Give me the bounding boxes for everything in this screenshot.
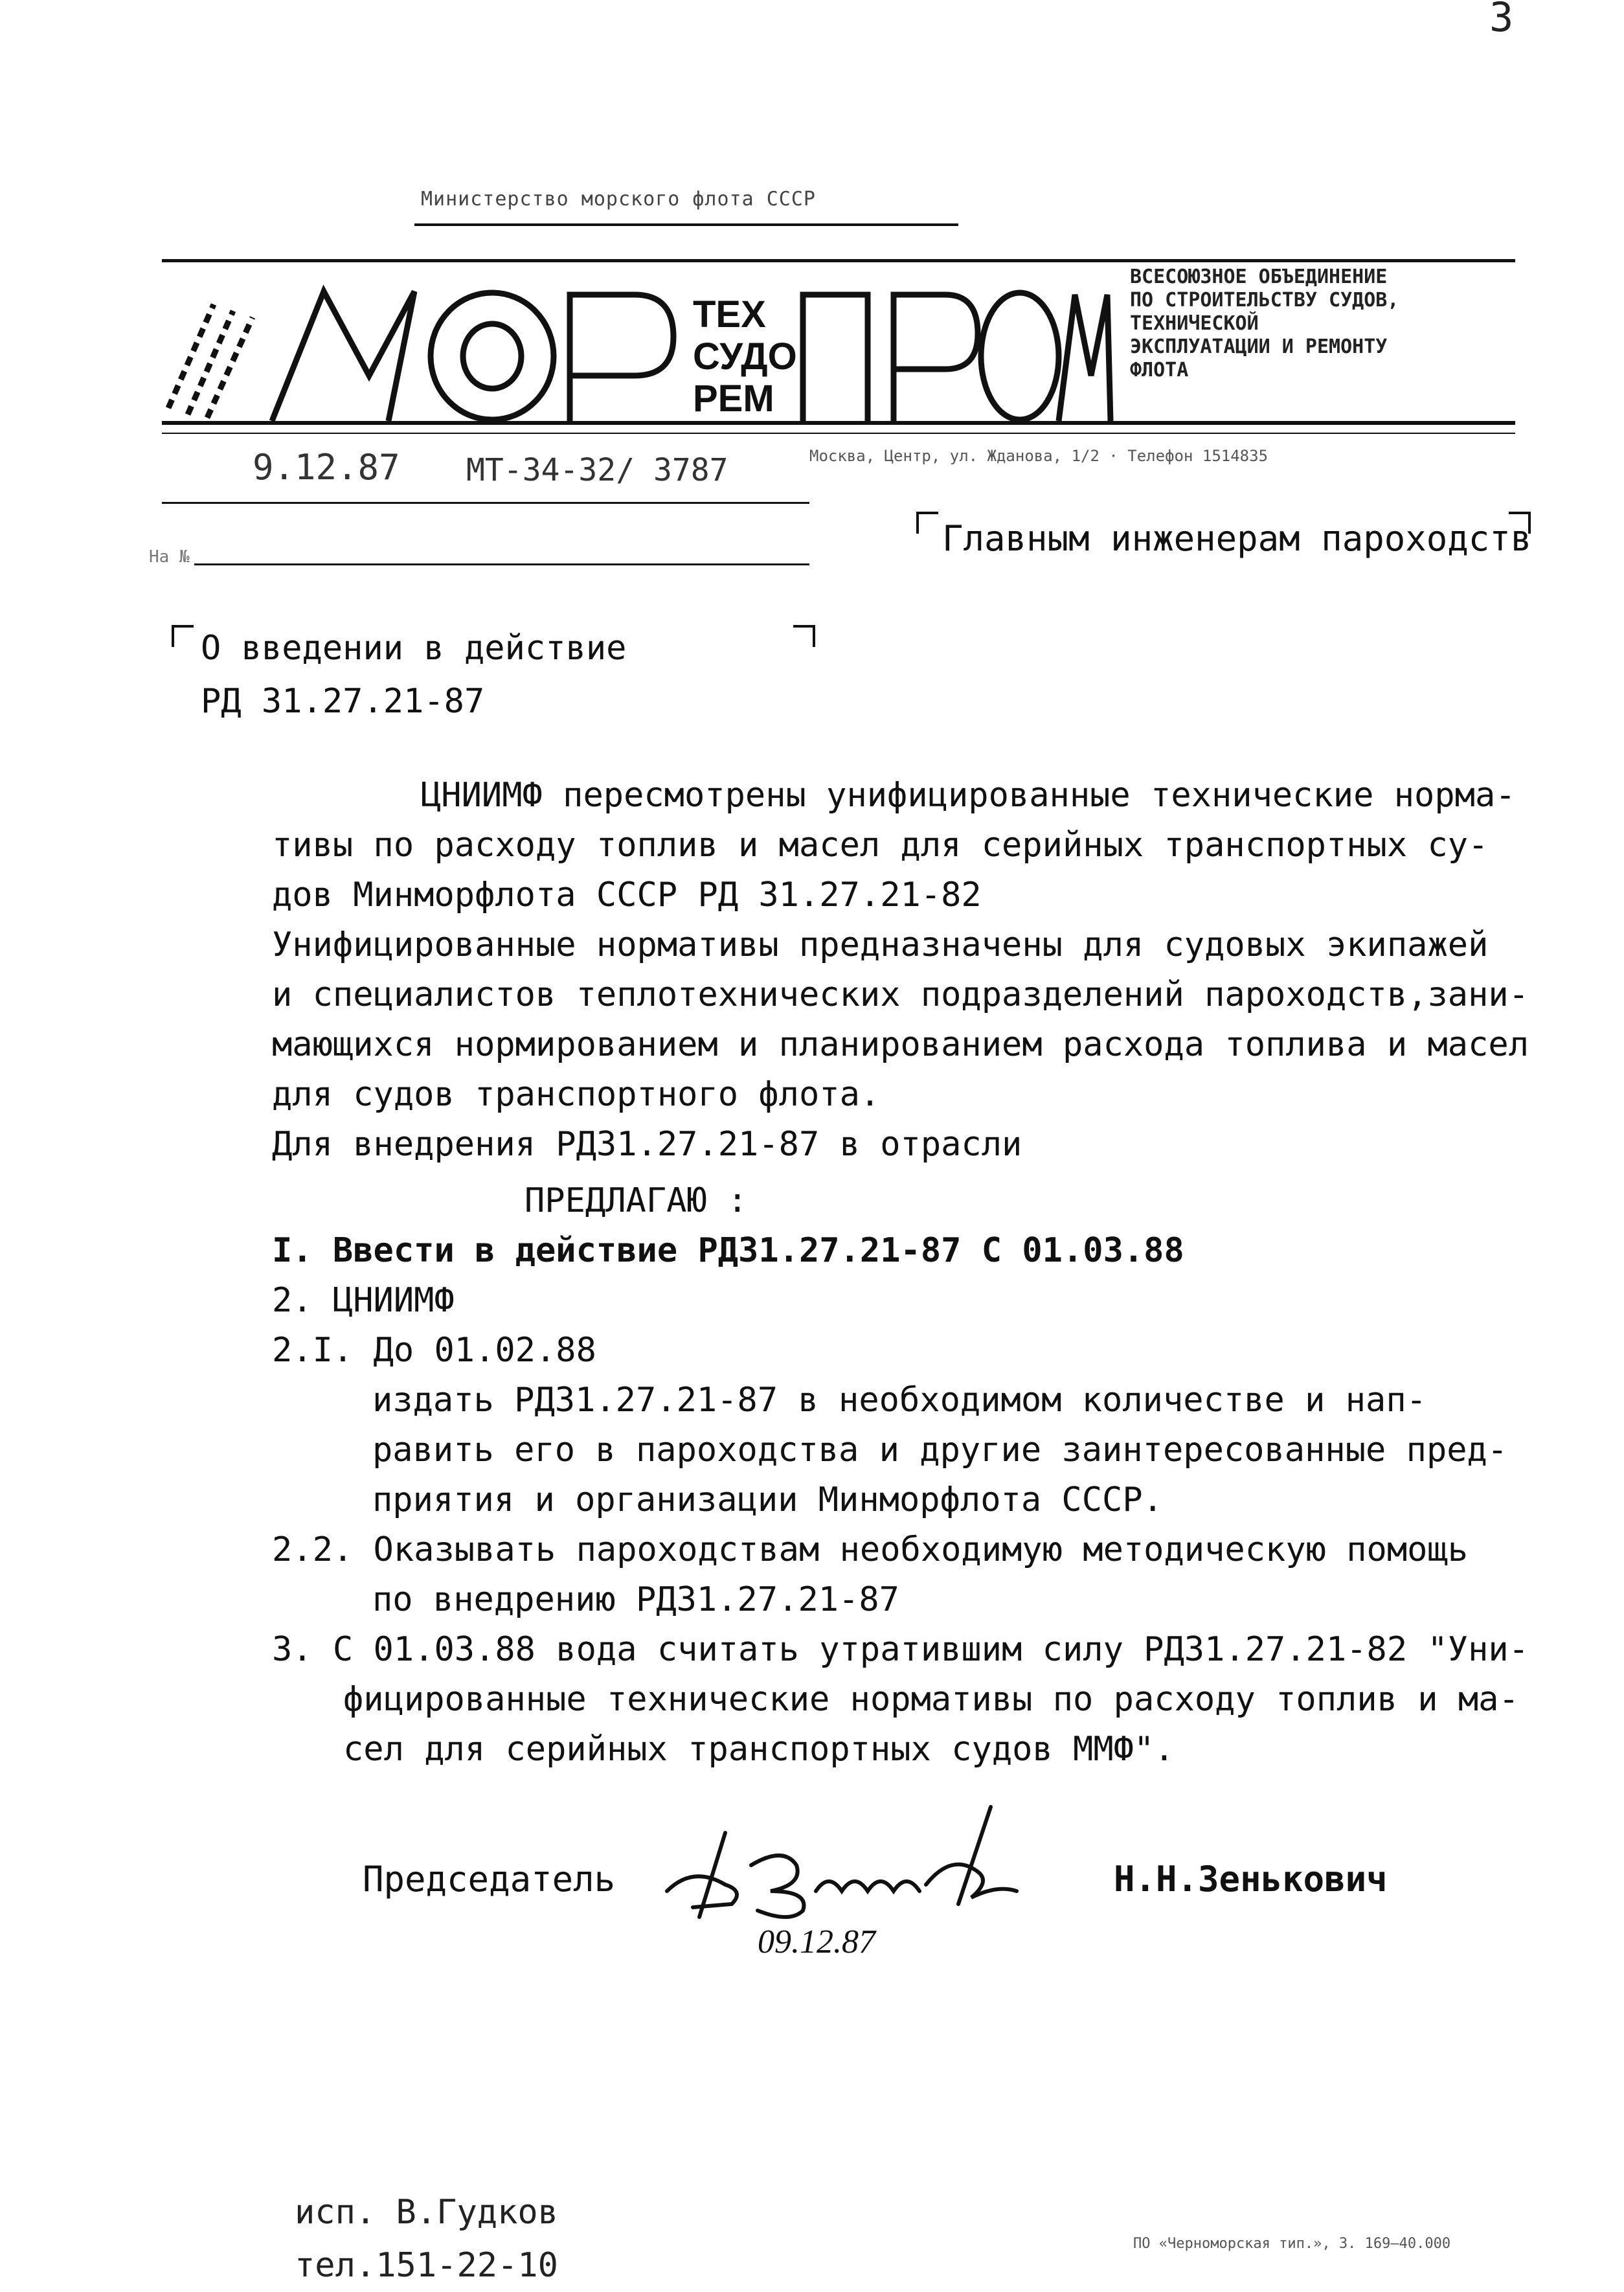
header-rule-lower: [162, 421, 1515, 425]
addressee: Главным инженерам пароходств: [942, 518, 1532, 559]
body-line: дов Минморфлота СССР РД 31.27.21-82: [272, 876, 982, 914]
ministry-name: Министерство морского флота СССР: [421, 188, 816, 210]
address-line: Москва, Центр, ул. Жданова, 1/2 · Телефон 1514835: [809, 447, 1269, 465]
header-rule-thin: [162, 433, 1515, 434]
corner-mark: [793, 625, 815, 647]
registration-underline: [162, 502, 809, 504]
executor-info: [295, 2186, 558, 2292]
registration-number: МТ-34-32/ 3787: [466, 452, 728, 488]
item-3-line: сел для серийных транспортных судов ММФ".: [343, 1730, 1175, 1769]
subject: [201, 622, 626, 728]
registration-date: 9.12.87: [253, 447, 400, 488]
org-line: ПО СТРОИТЕЛЬСТВУ СУДОВ,: [1130, 289, 1399, 312]
print-info: ПО «Черноморская тип.», З. 169—40.000: [1133, 2236, 1451, 2252]
signature-date: 09.12.87: [758, 1923, 875, 1960]
executor-name: исп. В.Гудков: [295, 2193, 558, 2232]
header-top-rule: [414, 223, 958, 226]
handwritten-signature: [654, 1794, 1055, 1962]
signatory-title: Председатель: [363, 1859, 616, 1900]
body-line: тивы по расходу топлив и масел для серийных транспортных су-: [272, 826, 1489, 865]
item-2-1-line: издать РД31.27.21-87 в необходимом количестве и нап-: [372, 1381, 1427, 1420]
svg-text:РЕМ: РЕМ: [693, 378, 774, 420]
body-line: и специалистов теплотехнических подразделений пароходств,зани-: [272, 975, 1529, 1014]
item-3-line: фицированные технические нормативы по расходу топлив и ма-: [343, 1680, 1519, 1719]
org-line: ФЛОТА: [1130, 359, 1189, 381]
reference-underline: [194, 563, 809, 565]
signatory-name: Н.Н.Зенькович: [1114, 1859, 1388, 1900]
body-line: мающихся нормированием и планированием расхода топлива и масел: [272, 1025, 1529, 1064]
letter-body: [272, 771, 1573, 1775]
org-line: ВСЕСОЮЗНОЕ ОБЪЕДИНЕНИЕ: [1130, 266, 1388, 288]
item-2: 2. ЦНИИМФ: [272, 1281, 455, 1320]
mortehsudoremprom-logo: [155, 278, 1114, 434]
page-number: 3: [1489, 0, 1514, 41]
corner-mark: [172, 625, 194, 647]
subject-line: О введении в действие: [201, 629, 627, 668]
org-line: ТЕХНИЧЕСКОЙ: [1130, 312, 1259, 335]
propose-heading: ПРЕДЛАГАЮ :: [524, 1181, 748, 1220]
item-2-2-heading: 2.2. Оказывать пароходствам необходимую методическую помощь: [272, 1530, 1469, 1569]
org-line: ЭКСПЛУАТАЦИИ И РЕМОНТУ: [1130, 335, 1388, 358]
body-line: для судов транспортного флота.: [272, 1075, 881, 1114]
body-line: ЦНИИМФ пересмотрены унифицированные технические норма-: [421, 776, 1516, 815]
svg-text:ТЕХ: ТЕХ: [693, 293, 766, 335]
reference-label: На №: [149, 547, 190, 567]
header-rule-upper: [162, 259, 1515, 262]
svg-text:СУДО: СУДО: [693, 335, 797, 378]
item-2-1-heading: 2.I. До 01.02.88: [272, 1331, 596, 1370]
organization-name: [1130, 266, 1399, 382]
item-3-line: 3. С 01.03.88 вода считать утратившим силу РД31.27.21-82 "Уни-: [272, 1630, 1529, 1669]
subject-line: РД 31.27.21-87: [201, 682, 485, 721]
corner-mark: [916, 512, 938, 534]
item-1: I. Ввести в действие РД31.27.21-87 С 01.03.88: [272, 1231, 1184, 1270]
body-line: Унифицированные нормативы предназначены для судовых экипажей: [272, 925, 1489, 964]
item-2-2-line: по внедрению РД31.27.21-87: [372, 1580, 899, 1619]
body-line: Для внедрения РД31.27.21-87 в отрасли: [272, 1125, 1022, 1164]
executor-phone: тел.151-22-10: [295, 2246, 558, 2285]
item-2-1-line: равить его в пароходства и другие заинтересованные пред-: [372, 1431, 1508, 1469]
item-2-1-line: приятия и организации Минморфлота СССР.: [372, 1481, 1163, 1519]
